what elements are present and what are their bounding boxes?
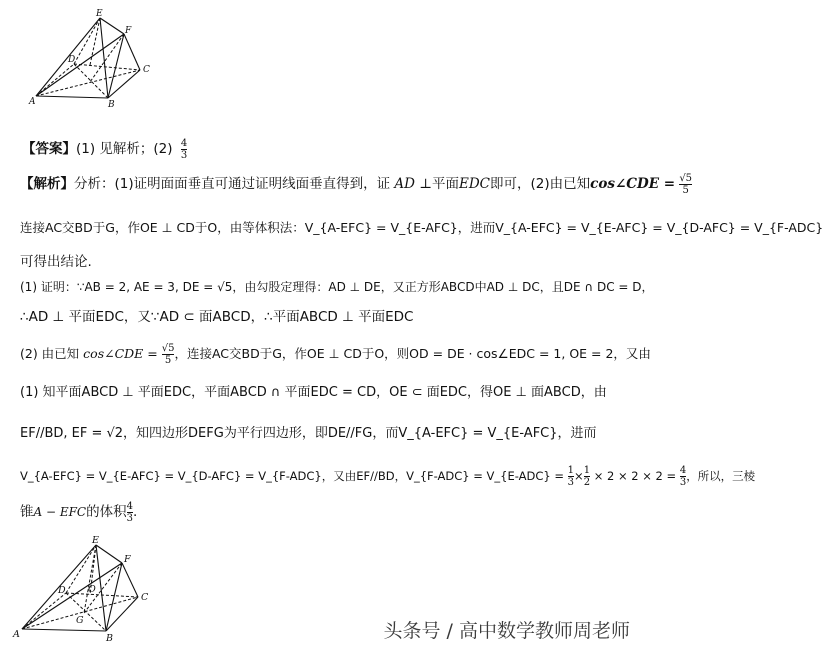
label-o-bottom: O [88,584,96,595]
label-e-bottom: E [92,535,99,546]
analysis-text-2: 连接AC交BD于G，作OE ⊥ CD于O，由等体积法：V_{A-EFC} = V_{E-AFC}，进而V_{A-EFC} = V_{E-AFC} = V_{D-AFC} = V_{F-ADC} [20,220,823,235]
solution-fraction-6b: $\frac{1}{2}$ [583,465,591,488]
solution-text-4: (1) 知平面ABCD ⊥ 平面EDC，平面ABCD ∩ 平面EDC = CD，OE ⊂ 面EDC，得OE ⊥ 面ABCD，由 [20,385,607,400]
solution-text-6b: × 2 × 2 × 2 = [593,469,677,483]
solution-line-1 [20,278,654,295]
label-c-bottom: C [141,592,149,603]
solution-math-3: cos∠CDE = [83,346,158,361]
label-a: A [29,97,36,107]
solution-text-3a: (2) 由已知 [20,346,80,361]
figure-top-solid [28,8,168,108]
solution-text-7end: . [133,504,138,520]
label-a-bottom: A [13,629,20,640]
answer-text: (1) 见解析；(2) [76,141,173,157]
solution-text-6a: V_{A-EFC} = V_{E-AFC} = V_{D-AFC} = V_{F-ADC}，又由EF//BD，V_{F-ADC} = V_{E-ADC} = [20,469,565,483]
solution-fraction-6a: $\frac{1}{3}$ [567,465,575,488]
analysis-text-3: 可得出结论. [20,254,92,270]
answer-line [22,137,187,161]
solution-line-4 [20,381,607,400]
analysis-line-2 [20,218,823,236]
solution-line-2 [20,305,413,325]
analysis-label: 【解析】 [20,176,74,192]
solution-text-7b: 的体积 [86,504,127,520]
analysis-text-1c: 即可，(2)由已知 [490,176,591,192]
label-f: F [125,26,132,36]
solution-fraction-7: $\frac{4}{3}$ [126,500,133,524]
label-e: E [96,9,103,19]
label-d: D [68,55,76,65]
solution-text-2: ∴AD ⊥ 平面EDC，又∵AD ⊂ 面ABCD，∴平面ABCD ⊥ 平面EDC [20,309,414,325]
solution-line-7 [20,500,137,524]
label-g-bottom: G [76,615,84,626]
label-b-bottom: B [106,633,113,644]
analysis-math-2: EDC [458,176,490,192]
solution-text-1: (1) 证明：∵AB = 2, AE = 3, DE = √5，由勾股定理得：AD ⊥ DE，又正方形ABCD中AD ⊥ DC，且DE ∩ DC = D， [20,280,654,294]
solution-line-3 [20,343,651,366]
label-d-bottom: D [58,585,66,596]
solution-text-6c: ，所以，三棱 [686,469,756,483]
label-c: C [143,65,150,75]
analysis-line-1 [20,172,692,196]
solution-fraction-6c: $\frac{4}{3}$ [679,465,687,488]
solution-line-5 [20,422,597,441]
solution-math-7: A − EFC [33,505,87,519]
answer-label: 【答案】 [22,141,76,157]
watermark: 头条号 / 高中数学教师周老师 [383,620,630,642]
analysis-line-3 [20,250,92,270]
analysis-math-1: AD ⊥ [394,176,432,192]
analysis-math-3: cos∠CDE = [590,176,676,192]
analysis-fraction: $\frac{√5}{5}$ [679,172,693,196]
solution-text-5: EF//BD, EF = √2，知四边形DEFG为平行四边形，即DE//FG，而V_{A-EFC} = V_{E-AFC}，进而 [20,426,597,441]
solution-text-3b: ，连接AC交BD于G，作OE ⊥ CD于O，则OD = DE · cos∠EDC = 1, OE = 2，又由 [174,346,651,361]
solution-text-6x: × [574,469,584,483]
solution-line-6 [20,465,755,488]
answer-fraction: $\frac{4}{3}$ [180,137,188,161]
figure-bottom-solid [10,533,160,643]
analysis-text-1: 分析：(1)证明面面垂直可通过证明线面垂直得到，证 [74,176,391,192]
analysis-text-1b: 平面 [431,176,459,192]
solution-fraction-3: $\frac{√5}{5}$ [161,343,175,366]
solution-text-7a: 锥 [20,504,34,520]
label-f-bottom: F [124,554,131,565]
label-b: B [108,100,115,110]
